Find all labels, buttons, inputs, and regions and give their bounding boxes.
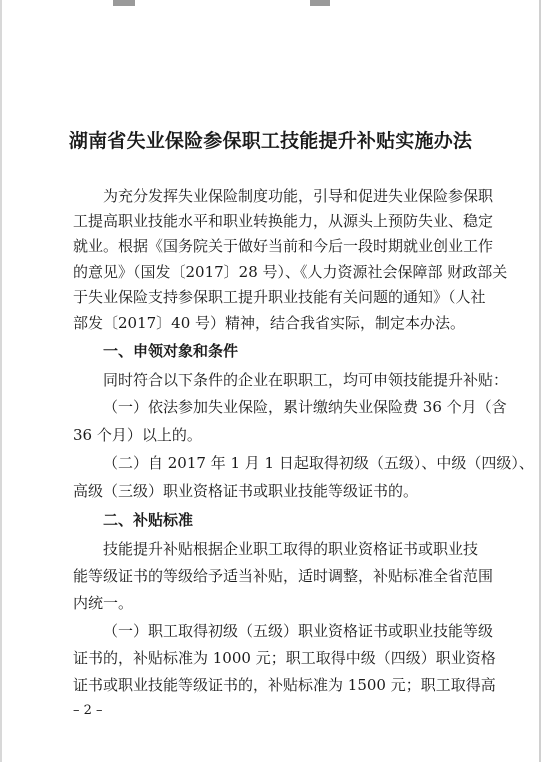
paragraph-line: 的意见》（国发〔2017〕28 号）、《人力资源社会保障部 财政部关 <box>73 263 508 281</box>
paragraph-line: 部发〔2017〕40 号）精神，结合我省实际，制定本办法。 <box>73 314 466 332</box>
paragraph-line: 36 个月）以上的。 <box>73 426 202 444</box>
paragraph-line: 内统一。 <box>73 594 134 612</box>
paragraph-line: （一）依法参加失业保险，累计缴纳失业保险费 36 个月（含 <box>103 398 507 416</box>
scan-top-marks <box>0 0 541 8</box>
paragraph-line: 技能提升补贴根据企业职工取得的职业资格证书或职业技 <box>103 540 479 558</box>
paragraph-line: 就业。根据《国务院关于做好当前和今后一段时期就业创业工作 <box>73 237 494 255</box>
section-heading-2: 二、补贴标准 <box>103 511 194 529</box>
paragraph-line: 高级（三级）职业资格证书或职业技能等级证书的。 <box>73 482 419 500</box>
paragraph-line: 证书或职业技能等级证书的，补贴标准为 1500 元；职工取得高 <box>73 676 496 694</box>
paragraph-line: 为充分发挥失业保险制度功能，引导和促进失业保险参保职 <box>103 187 494 205</box>
page-number: – 2 – <box>73 703 103 718</box>
section-heading-1: 一、申领对象和条件 <box>103 342 239 360</box>
scan-mark <box>113 0 135 6</box>
paragraph-line: 同时符合以下条件的企业在职职工，均可申领技能提升补贴： <box>103 371 509 389</box>
paragraph-line: 能等级证书的等级给予适当补贴，适时调整，补贴标准全省范围 <box>73 567 494 585</box>
paragraph-line: 工提高职业技能水平和职业转换能力，从源头上预防失业、稳定 <box>73 212 494 230</box>
paragraph-line: （二）自 2017 年 1 月 1 日起取得初级（五级）、中级（四级）、 <box>103 454 534 472</box>
paragraph-line: （一）职工取得初级（五级）职业资格证书或职业技能等级 <box>103 622 494 640</box>
scan-mark <box>310 0 330 6</box>
paragraph-line: 于失业保险支持参保职工提升职业技能有关问题的通知》（人社 <box>73 288 486 306</box>
page-left-edge <box>0 0 2 762</box>
paragraph-line: 证书的，补贴标准为 1000 元；职工取得中级（四级）职业资格 <box>73 649 496 667</box>
document-title: 湖南省失业保险参保职工技能提升补贴实施办法 <box>68 130 473 152</box>
